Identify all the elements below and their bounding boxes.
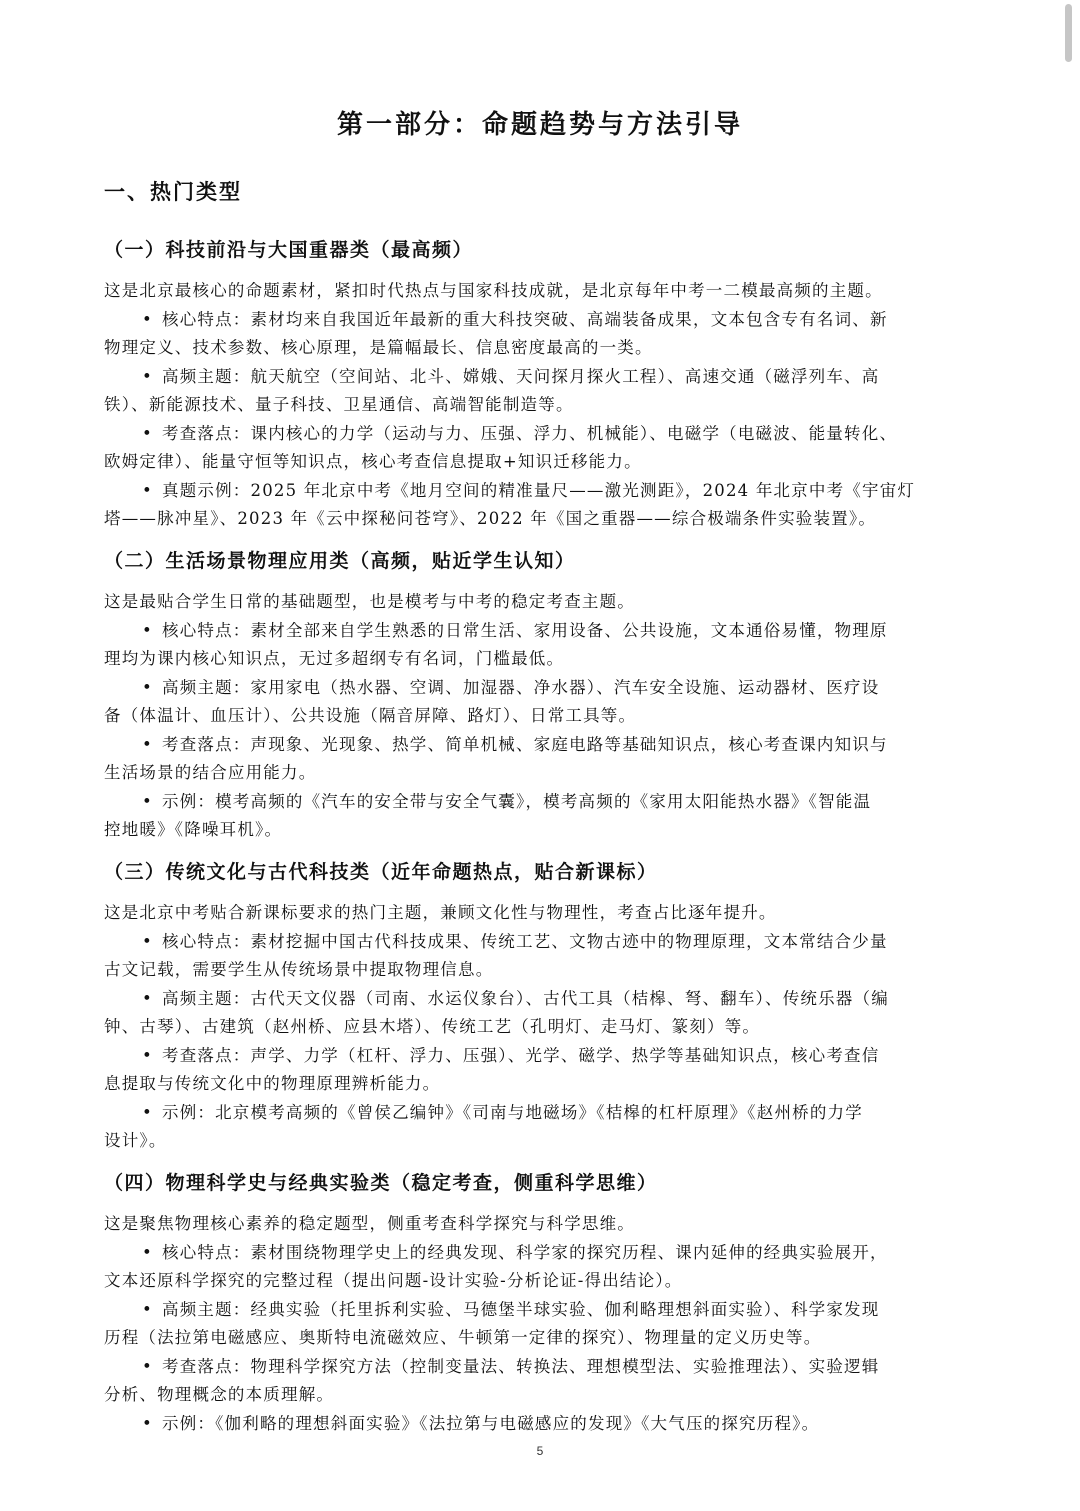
bullet-continuation: 分析、物理概念的本质理解。 [104, 1385, 335, 1404]
bullet-line: • 示例：模考高频的《汽车的安全带与安全气囊》，模考高频的《家用太阳能热水器》《智能温 [104, 788, 976, 817]
bullet-continuation: 历程（法拉第电磁感应、奥斯特电流磁效应、牛顿第一定律的探究）、物理量的定义历史等。 [104, 1328, 822, 1347]
bullet-continuation: 设计》。 [104, 1131, 167, 1150]
page-title: 第一部分：命题趋势与方法引导 [336, 110, 743, 140]
page-number: 5 [536, 1444, 544, 1458]
bullet-icon: • [142, 309, 153, 329]
subsection-body-4 [104, 1210, 976, 1438]
bullet-line: • 考查落点：物理科学探究方法（控制变量法、转换法、理想模型法、实验推理法）、实验逻辑 [104, 1353, 976, 1382]
bullet-icon: • [142, 1413, 153, 1433]
bullet-icon: • [142, 791, 153, 811]
bullet-line: • 高频主题：航天航空（空间站、北斗、嫦娥、天问探月探火工程）、高速交通（磁浮列车、高 [104, 363, 976, 392]
bullet-continuation: 控地暖》《降噪耳机》。 [104, 820, 283, 839]
bullet-continuation: 塔——脉冲星》、2023 年《云中探秘问苍穹》、2022 年《国之重器——综合极端条件实验装置》。 [104, 509, 877, 528]
bullet-icon: • [142, 423, 153, 443]
bullet-continuation: 理均为课内核心知识点，无过多超纲专有名词，门槛最低。 [104, 649, 565, 668]
section-heading-hot-types: 一、热门类型 [104, 179, 242, 204]
bullet-continuation: 钟、古琴）、古建筑（赵州桥、应县木塔）、传统工艺（孔明灯、走马灯、篆刻）等。 [104, 1017, 761, 1036]
scrollbar[interactable] [1064, 0, 1078, 1511]
bullet-line: • 核心特点：素材挖掘中国古代科技成果、传统工艺、文物古迹中的物理原理，文本常结合少量 [104, 928, 976, 957]
bullet-line: • 考查落点：声现象、光现象、热学、简单机械、家庭电路等基础知识点，核心考查课内知识与 [104, 731, 976, 760]
bullet-icon: • [142, 366, 153, 386]
bullet-icon: • [142, 620, 153, 640]
bullet-continuation: 欧姆定律）、能量守恒等知识点，核心考查信息提取+知识迁移能力。 [104, 452, 642, 471]
bullet-line: • 核心特点：素材均来自我国近年最新的重大科技突破、高端装备成果，文本包含专有名词、新 [104, 306, 976, 335]
bullet-icon: • [142, 1242, 153, 1262]
intro-line: 这是最贴合学生日常的基础题型，也是模考与中考的稳定考查主题。 [104, 592, 635, 611]
scrollbar-thumb[interactable] [1065, 4, 1072, 62]
bullet-continuation: 备（体温计、血压计）、公共设施（隔音屏障、路灯）、日常工具等。 [104, 706, 637, 725]
bullet-line: • 考查落点：声学、力学（杠杆、浮力、压强）、光学、磁学、热学等基础知识点，核心考查信 [104, 1042, 976, 1071]
bullet-continuation: 息提取与传统文化中的物理原理辨析能力。 [104, 1074, 441, 1093]
bullet-line: • 高频主题：经典实验（托里拆利实验、马德堡半球实验、伽利略理想斜面实验）、科学家发现 [104, 1296, 976, 1325]
bullet-icon: • [142, 480, 153, 500]
bullet-icon: • [142, 1299, 153, 1319]
bullet-line: • 核心特点：素材全部来自学生熟悉的日常生活、家用设备、公共设施，文本通俗易懂，物理原 [104, 617, 976, 646]
bullet-line: • 高频主题：家用家电（热水器、空调、加湿器、净水器）、汽车安全设施、运动器材、医疗设 [104, 674, 976, 703]
bullet-continuation: 古文记载，需要学生从传统场景中提取物理信息。 [104, 960, 494, 979]
subsection-heading-3: （三）传统文化与古代科技类（近年命题热点，贴合新课标） [104, 861, 658, 883]
bullet-continuation: 生活场景的结合应用能力。 [104, 763, 317, 782]
subsection-body-1 [104, 277, 976, 534]
intro-line: 这是聚焦物理核心素养的稳定题型，侧重考查科学探究与科学思维。 [104, 1214, 635, 1233]
bullet-line: • 高频主题：古代天文仪器（司南、水运仪象台）、古代工具（桔槔、弩、翻车）、传统乐器（编 [104, 985, 976, 1014]
bullet-line: • 示例：《伽利略的理想斜面实验》《法拉第与电磁感应的发现》《大气压的探究历程》。 [104, 1410, 976, 1439]
bullet-line: • 示例：北京模考高频的《曾侯乙编钟》《司南与地磁场》《桔槔的杠杆原理》《赵州桥的力学 [104, 1099, 976, 1128]
bullet-continuation: 文本还原科学探究的完整过程（提出问题-设计实验-分析论证-得出结论）。 [104, 1271, 683, 1290]
bullet-line: • 核心特点：素材围绕物理学史上的经典发现、科学家的探究历程、课内延伸的经典实验展开， [104, 1239, 976, 1268]
subsection-body-2 [104, 588, 976, 845]
bullet-icon: • [142, 931, 153, 951]
bullet-icon: • [142, 1045, 153, 1065]
bullet-icon: • [142, 734, 153, 754]
subsection-heading-2: （二）生活场景物理应用类（高频，贴近学生认知） [104, 550, 576, 572]
bullet-continuation: 物理定义、技术参数、核心原理，是篇幅最长、信息密度最高的一类。 [104, 338, 653, 357]
bullet-line: • 真题示例：2025 年北京中考《地月空间的精准量尺——激光测距》，2024 年北京中考《宇宙灯 [104, 477, 976, 506]
intro-line: 这是北京中考贴合新课标要求的热门主题，兼顾文化性与物理性，考查占比逐年提升。 [104, 903, 777, 922]
bullet-icon: • [142, 988, 153, 1008]
subsection-body-3 [104, 899, 976, 1156]
intro-line: 这是北京最核心的命题素材，紧扣时代热点与国家科技成就，是北京每年中考一二模最高频的主题。 [104, 281, 883, 300]
subsection-heading-4: （四）物理科学史与经典实验类（稳定考查，侧重科学思维） [104, 1172, 658, 1194]
bullet-icon: • [142, 1102, 153, 1122]
bullet-continuation: 铁）、新能源技术、量子科技、卫星通信、高端智能制造等。 [104, 395, 574, 414]
bullet-icon: • [142, 1356, 153, 1376]
bullet-line: • 考查落点：课内核心的力学（运动与力、压强、浮力、机械能）、电磁学（电磁波、能量转化、 [104, 420, 976, 449]
subsection-heading-1: （一）科技前沿与大国重器类（最高频） [104, 239, 474, 261]
bullet-icon: • [142, 677, 153, 697]
